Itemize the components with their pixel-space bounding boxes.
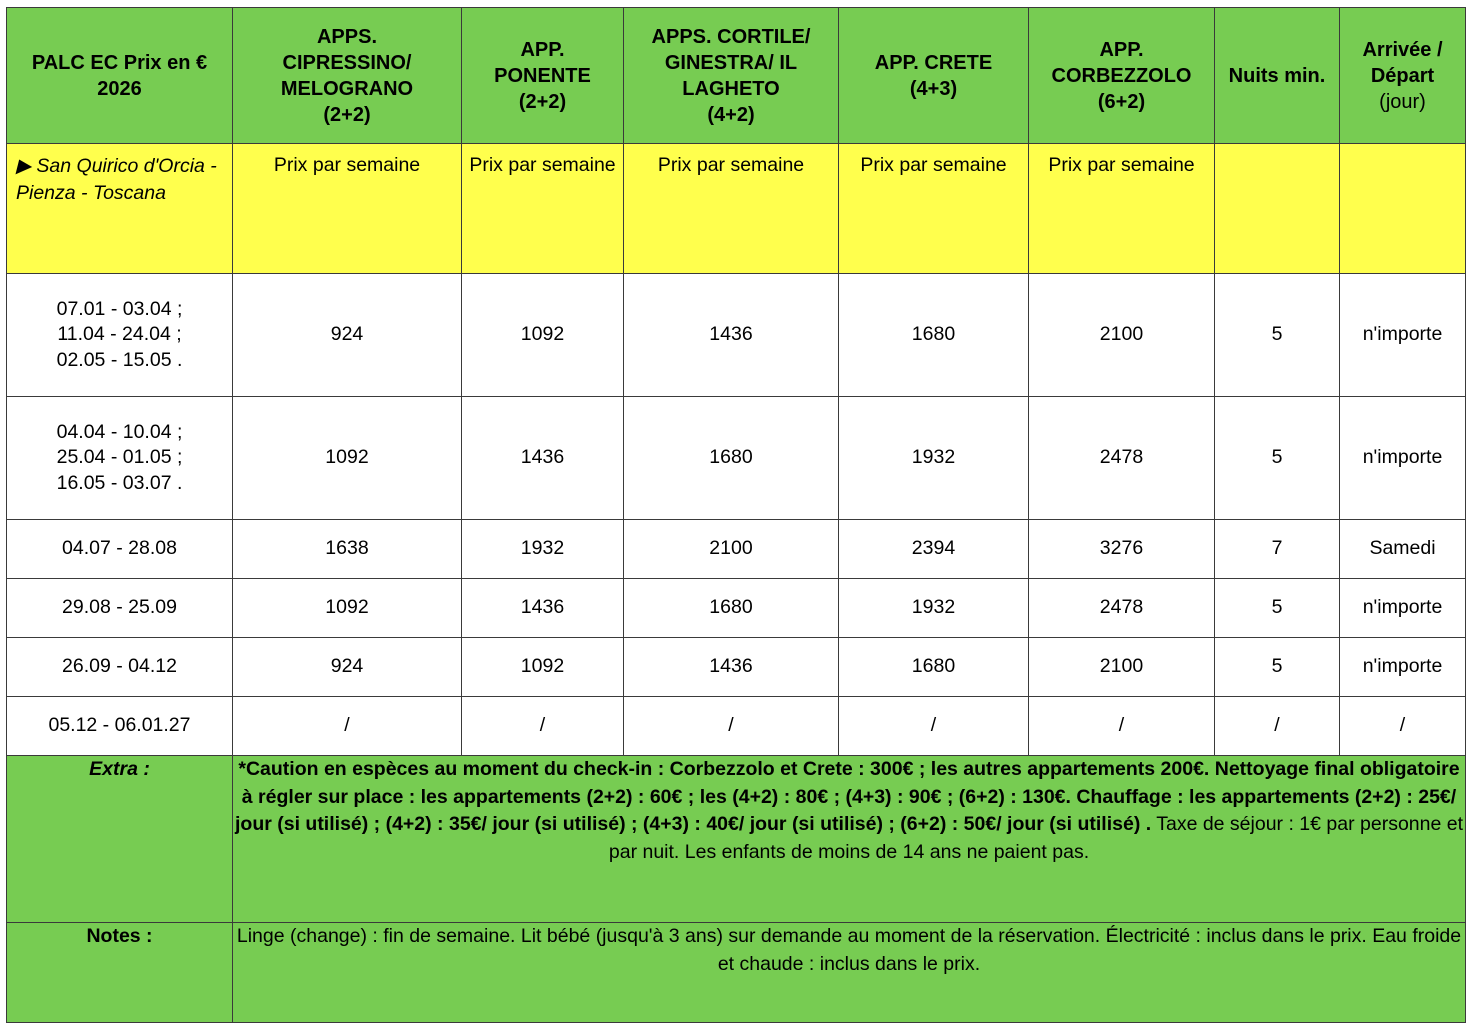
header-line: (4+3) — [909, 77, 958, 100]
price-cell: / — [1029, 697, 1215, 756]
period-cell — [7, 520, 233, 579]
header-line: PONENTE — [494, 64, 591, 87]
header-sublabel: (jour) — [1379, 90, 1426, 113]
price-label-cell-3: Prix par semaine — [624, 144, 839, 274]
table-row — [7, 274, 1466, 397]
period-line: 07.01 - 03.04 ; — [56, 297, 183, 320]
price-cell: 2478 — [1029, 397, 1215, 520]
nuits-min-cell: / — [1215, 697, 1340, 756]
price-cell: 2394 — [839, 520, 1029, 579]
header-line: MELOGRANO — [280, 77, 414, 100]
price-cell: 2100 — [624, 520, 839, 579]
period-line: 25.04 - 01.05 ; — [56, 446, 183, 469]
arrivee-cell: / — [1340, 697, 1466, 756]
header-cell-nuits-min — [1215, 8, 1340, 144]
location-row — [7, 144, 1466, 274]
price-cell: 1680 — [624, 397, 839, 520]
notes-text: Linge (change) : fin de semaine. Lit bébé (jusqu'à 3 ans) sur demande au moment de la réservation. Électricité : inclus dans le prix. Eau froide et chaude : inclus dans le prix. — [233, 923, 1466, 1023]
header-line: (4+2) — [707, 103, 755, 126]
period-line: 16.05 - 03.07 . — [56, 471, 183, 494]
price-cell: 1680 — [839, 638, 1029, 697]
triangle-marker-icon: ▶ — [16, 155, 31, 177]
price-cell: 1932 — [839, 397, 1029, 520]
table-row — [7, 579, 1466, 638]
nuits-min-cell: 5 — [1215, 274, 1340, 397]
extra-text — [233, 756, 1466, 923]
price-cell: 1932 — [462, 520, 624, 579]
period-line: 11.04 - 24.04 ; — [57, 323, 182, 346]
price-cell: 1436 — [624, 274, 839, 397]
header-line: CORBEZZOLO — [1051, 64, 1192, 87]
header-cell-app-corbezzolo — [1029, 8, 1215, 144]
header-line: APPS. CORTILE/ — [651, 25, 811, 48]
header-cell-apps-cortile-ginestra-il-lagheto — [624, 8, 839, 144]
price-label-cell-1: Prix par semaine — [233, 144, 462, 274]
header-line: CIPRESSINO/ — [282, 51, 412, 74]
price-cell: 924 — [233, 638, 462, 697]
price-cell: 1680 — [839, 274, 1029, 397]
price-cell: 2478 — [1029, 579, 1215, 638]
header-line: APP. — [1099, 38, 1144, 61]
price-cell: 1092 — [462, 638, 624, 697]
price-table — [6, 7, 1466, 1023]
header-line: Nuits min. — [1228, 64, 1326, 87]
header-cell-title — [7, 8, 233, 144]
price-cell: 1932 — [839, 579, 1029, 638]
period-line: 05.12 - 06.01.27 — [48, 714, 191, 737]
period-line: 26.09 - 04.12 — [62, 655, 177, 678]
header-line: APP. — [520, 38, 565, 61]
location-label: San Quirico d'Orcia - Pienza - Toscana — [16, 155, 217, 204]
nuits-min-cell: 7 — [1215, 520, 1340, 579]
table-header-row — [7, 8, 1466, 144]
price-cell: 924 — [233, 274, 462, 397]
period-line: 04.07 - 28.08 — [62, 537, 177, 560]
price-cell: 1092 — [462, 274, 624, 397]
arrivee-cell: n'importe — [1340, 274, 1466, 397]
header-line: APPS. — [316, 25, 378, 48]
period-cell — [7, 697, 233, 756]
price-label-cell-arrivee — [1340, 144, 1466, 274]
price-cell: / — [624, 697, 839, 756]
nuits-min-cell: 5 — [1215, 579, 1340, 638]
price-cell: 1436 — [462, 579, 624, 638]
nuits-min-cell: 5 — [1215, 397, 1340, 520]
arrivee-cell: n'importe — [1340, 397, 1466, 520]
period-cell — [7, 579, 233, 638]
period-line: 29.08 - 25.09 — [62, 596, 177, 619]
price-label-cell-5: Prix par semaine — [1029, 144, 1215, 274]
notes-row — [7, 923, 1466, 1023]
price-cell: / — [233, 697, 462, 756]
header-cell-app-ponente — [462, 8, 624, 144]
table-row — [7, 638, 1466, 697]
price-cell: 1092 — [233, 579, 462, 638]
header-line: (2+2) — [323, 103, 371, 126]
header-line: Arrivée / — [1362, 38, 1443, 61]
header-line: 2026 — [97, 77, 142, 100]
header-line: (2+2) — [518, 90, 567, 113]
period-cell — [7, 397, 233, 520]
header-line: Départ — [1370, 64, 1435, 87]
header-cell-app-crete — [839, 8, 1029, 144]
header-cell-arrivee-depart — [1340, 8, 1466, 144]
price-cell: 2100 — [1029, 638, 1215, 697]
period-cell — [7, 638, 233, 697]
header-cell-apps-cipressino-melograno — [233, 8, 462, 144]
table-row — [7, 520, 1466, 579]
table-row — [7, 397, 1466, 520]
extra-text-normal: Taxe de séjour : 1€ par personne et par nuit. Les enfants de moins de 14 ans ne paient pas. — [608, 813, 1464, 864]
header-line: (6+2) — [1097, 90, 1146, 113]
extra-note-row — [7, 756, 1466, 923]
location-cell — [7, 144, 233, 274]
price-cell: 1092 — [233, 397, 462, 520]
price-cell: 1436 — [624, 638, 839, 697]
price-label-cell-4: Prix par semaine — [839, 144, 1029, 274]
price-label-cell-nuits — [1215, 144, 1340, 274]
price-label-cell-2: Prix par semaine — [462, 144, 624, 274]
period-line: 02.05 - 15.05 . — [56, 348, 183, 371]
arrivee-cell: Samedi — [1340, 520, 1466, 579]
price-cell: 2100 — [1029, 274, 1215, 397]
header-line: LAGHETO — [682, 77, 780, 100]
price-cell: 1638 — [233, 520, 462, 579]
table-row — [7, 697, 1466, 756]
arrivee-cell: n'importe — [1340, 638, 1466, 697]
period-line: 04.04 - 10.04 ; — [56, 420, 183, 443]
header-line: PALC EC Prix en € — [31, 51, 208, 74]
header-line: GINESTRA/ IL — [664, 51, 798, 74]
notes-label: Notes : — [7, 923, 233, 1023]
price-cell: 1436 — [462, 397, 624, 520]
nuits-min-cell: 5 — [1215, 638, 1340, 697]
arrivee-cell: n'importe — [1340, 579, 1466, 638]
price-cell: / — [839, 697, 1029, 756]
price-cell: / — [462, 697, 624, 756]
price-cell: 1680 — [624, 579, 839, 638]
period-cell — [7, 274, 233, 397]
extra-label: Extra : — [7, 756, 233, 923]
price-cell: 3276 — [1029, 520, 1215, 579]
header-line: APP. CRETE — [874, 51, 993, 74]
extra-text-bold: *Caution en espèces au moment du check-in : Corbezzolo et Crete : 300€ ; les autres appartements 200€. Nettoyage final obligatoire à régler sur place : les appartements (2+2) : 60€ ; les (4+2) : 80€ ; (4+3) : 90€ ; (6+2) : 130€. Chauffage : les appartements (2+2) : 25€/ jour (si utilisé) ; (4+2) : 35€/ jour (si utilisé) ; (4+3) : 40€/ jour (si utilisé) ; (6+2) : 50€/ jour (si utilisé) . — [234, 758, 1460, 836]
